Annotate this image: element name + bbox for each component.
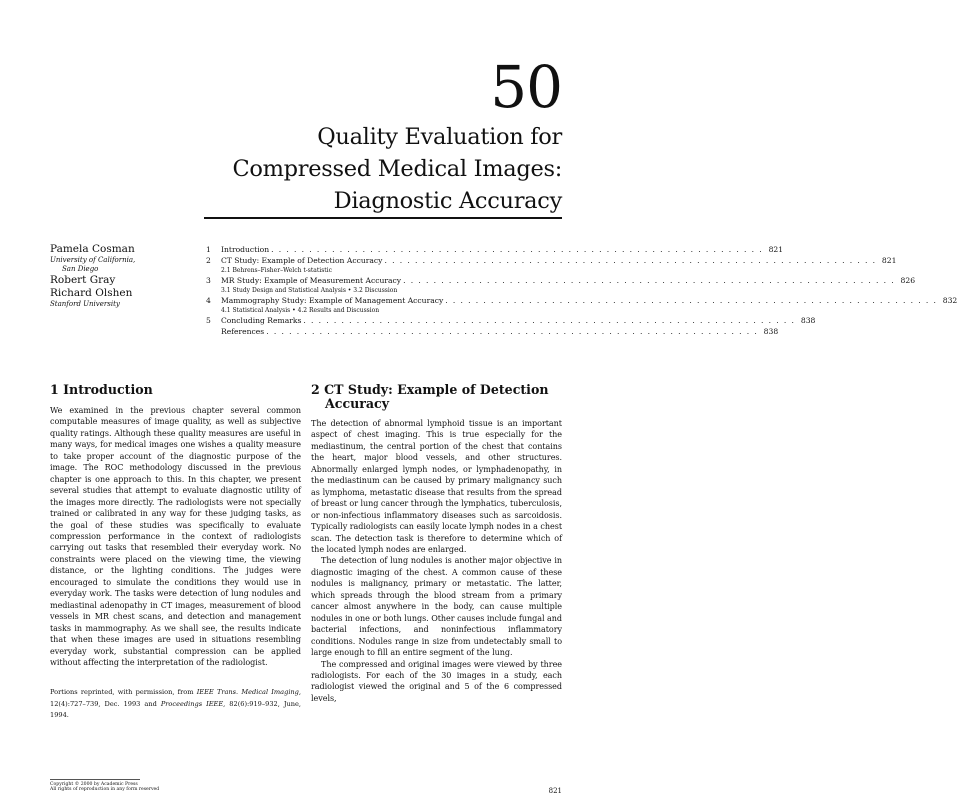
- journal-name: Proceedings IEEE,: [160, 699, 226, 708]
- author-affiliation: University of California,: [50, 256, 136, 264]
- journal-name: IEEE Trans. Medical Imaging,: [196, 688, 301, 696]
- chapter-title-line-3: Diagnostic Accuracy: [333, 188, 562, 214]
- toc-page: 832: [942, 296, 957, 305]
- toc-number: 4: [206, 296, 211, 305]
- toc-entry[interactable]: 5 Concluding Remarks . . . . . . . . . . . . . . . . . . . . . . . . . . . . . . . . . . . . . . . . . . . . . . . . . . . . . . . . . . . . . . . . . 838: [206, 316, 816, 325]
- author-name: Robert Gray: [50, 274, 116, 286]
- table-of-contents: [206, 245, 957, 338]
- toc-page: 821: [881, 256, 897, 265]
- toc-page: 821: [768, 245, 784, 254]
- body-paragraph: The detection of abnormal lymphoid tissue is an important aspect of chest imaging. This is true especially for the mediastinum, the central portion of the chest that contains the heart, major blood vessels, and other structures. Abnormally enlarged lymph nodes, or lymphadenopathy, in the mediastinum can be caused by primary malignancy such as lymphoma, metastatic disease that results from the spread of breast or lung cancer through the lymphatics, tuberculosis, or non-infectious inflammatory diseases such as sarcoidosis. Typically radiologists can easily locate lymph nodes in a chest scan. The detection task is therefore to determine which of the located lymph nodes are enlarged.: [311, 419, 562, 554]
- chapter-number: 50: [490, 53, 562, 121]
- toc-number: 1: [206, 245, 211, 254]
- left-column: [50, 383, 301, 668]
- body-paragraph: The compressed and original images were viewed by three radiologists. For each of the 30 images in a study, each radiologist viewed the original and 5 of the 6 compressed levels,: [311, 659, 562, 703]
- toc-subentry: 2.1 Behrens–Fisher–Welch t-statistic: [221, 267, 332, 274]
- toc-entry[interactable]: 4 Mammography Study: Example of Management Accuracy . . . . . . . . . . . . . . . . . . . . . . . . . . . . . . . . . . . . . . . . . . . . . . . . . . . . . . . . . . . . . . . . . 832: [206, 296, 957, 305]
- toc-entry[interactable]: References . . . . . . . . . . . . . . . . . . . . . . . . . . . . . . . . . . . . . . . . . . . . . . . . . . . . . . . . . . . . . . . . . 838: [221, 327, 779, 336]
- toc-title: Mammography Study: Example of Management Accuracy: [221, 296, 444, 305]
- toc-number: 5: [206, 316, 211, 325]
- author-affiliation: San Diego: [62, 265, 99, 273]
- toc-title: Concluding Remarks: [221, 316, 302, 325]
- section-heading: 1 Introduction: [50, 382, 153, 397]
- section-heading: 2 CT Study: Example of Detection Accuracy: [311, 382, 549, 411]
- toc-title: CT Study: Example of Detection Accuracy: [221, 256, 383, 265]
- page-number: 821: [548, 787, 562, 795]
- toc-number: 3: [206, 276, 211, 285]
- author-name: Pamela Cosman: [50, 243, 135, 255]
- footnote: Portions reprinted, with permission, from IEEE Trans. Medical Imaging, 12(4):727–739, Dec. 1993 and Proceedings IEEE, 82(6):919–932, June, 1994.: [50, 688, 301, 719]
- toc-subentry: 3.1 Study Design and Statistical Analysis • 3.2 Discussion: [221, 287, 398, 294]
- toc-entry[interactable]: 2 CT Study: Example of Detection Accuracy . . . . . . . . . . . . . . . . . . . . . . . . . . . . . . . . . . . . . . . . . . . . . . . . . . . . . . . . . . . . . . . . . 821: [206, 256, 897, 265]
- chapter-title-line-1: Quality Evaluation for: [317, 124, 562, 150]
- right-column: [311, 383, 562, 704]
- toc-page: 826: [900, 276, 916, 285]
- chapter-title-line-2: Compressed Medical Images:: [232, 156, 562, 182]
- copyright-notice: Copyright © 2000 by Academic Press All rights of reproduction in any form reserved: [50, 782, 160, 793]
- title-rule: [204, 217, 562, 219]
- toc-title: References: [221, 327, 265, 336]
- toc-entry[interactable]: 3 MR Study: Example of Measurement Accuracy . . . . . . . . . . . . . . . . . . . . . . . . . . . . . . . . . . . . . . . . . . . . . . . . . . . . . . . . . . . . . . . . . 826: [206, 276, 916, 285]
- toc-page: 838: [800, 316, 816, 325]
- body-paragraph: We examined in the previous chapter several common computable measures of image quality, as well as subjective quality ratings. Although these quality measures are useful in many ways, for medical images one wishes a quality measure to take proper account of the diagnostic purpose of the image. The ROC methodology discussed in the previous chapter is one approach to this. In this chapter, we present several studies that attempt to evaluate diagnostic utility of the images more directly. The radiologists were not specially trained or calibrated in any way for these judging tasks, as the goal of these studies was specifically to evaluate compression performance in the context of radiologists carrying out tasks that resembled their everyday work. No constraints were placed on the viewing time, the viewing distance, or the lighting conditions. The judges were encouraged to simulate the conditions they would use in everyday work. The tasks were detection of lung nodules and mediastinal adenopathy in CT images, measurement of blood vessels in MR chest scans, and detection and management tasks in mammography. As we shall see, the results indicate that when these images are used in situations resembling everyday work, substantial compression can be applied without affecting the interpretation of the radiologist.: [50, 406, 301, 667]
- toc-title: MR Study: Example of Measurement Accuracy: [221, 276, 402, 285]
- toc-page: 838: [763, 327, 779, 336]
- toc-entry[interactable]: 1 Introduction . . . . . . . . . . . . . . . . . . . . . . . . . . . . . . . . . . . . . . . . . . . . . . . . . . . . . . . . . . . . . . . . . 821: [206, 245, 784, 254]
- author-name: Richard Olshen: [50, 287, 133, 299]
- toc-number: 2: [206, 256, 211, 265]
- copyright-rule: [50, 779, 140, 780]
- toc-title: Introduction: [221, 245, 270, 254]
- author-block: [50, 243, 200, 309]
- body-paragraph: The detection of lung nodules is another major objective in diagnostic imaging of the chest. A common cause of these nodules is malignancy, primary or metastatic. The latter, which spreads through the blood stream from a primary cancer almost anywhere in the body, can cause multiple nodules in one or both lungs. Other causes include fungal and bacterial infections, and noninfectious inflammatory conditions. Nodules range in size from undetectably small to large enough to fill an entire segment of the lung.: [311, 556, 562, 658]
- toc-subentry: 4.1 Statistical Analysis • 4.2 Results and Discussion: [221, 307, 380, 314]
- author-affiliation: Stanford University: [50, 300, 120, 308]
